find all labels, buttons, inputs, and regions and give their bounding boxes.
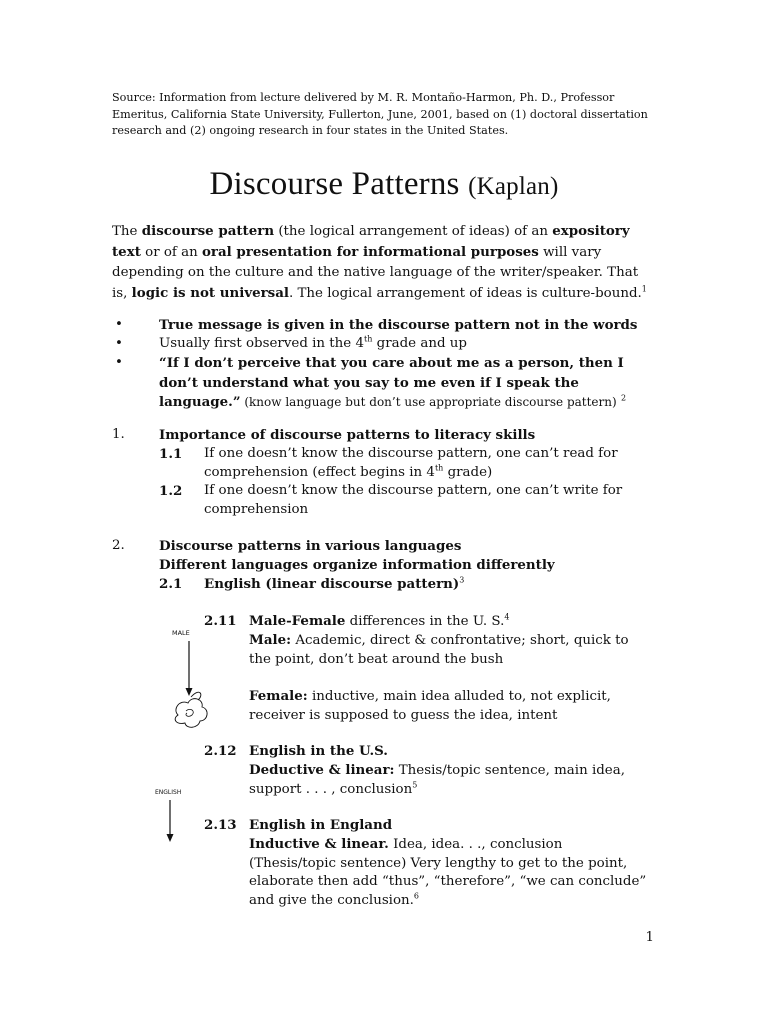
intro-bold: logic is not universal xyxy=(131,285,289,301)
section-number: 2. xyxy=(112,538,125,553)
intro-text: will vary depending on the culture and the native language of the writer/speaker. That is, xyxy=(112,245,639,301)
superscript: th xyxy=(434,463,444,473)
bullet-text xyxy=(159,316,651,336)
footnote-ref: 5 xyxy=(412,780,418,790)
subsection-number xyxy=(159,575,182,595)
subsection-num: 1.1 xyxy=(159,446,183,462)
section-title xyxy=(159,426,535,446)
subsection-title xyxy=(204,575,464,595)
subsection-heading xyxy=(249,612,649,632)
text-part: grade) xyxy=(443,464,493,480)
paragraph-text: Academic, direct & confrontative; short, quick to the point, don’t beat around the bush xyxy=(249,633,629,667)
footnote-ref: 3 xyxy=(459,575,465,585)
footnote-ref: 6 xyxy=(413,891,420,901)
intro-bold: oral presentation for informational purposes xyxy=(202,244,539,260)
subsection-title-text: English (linear discourse pattern) xyxy=(204,576,460,592)
intro-text: (the logical arrangement of ideas) of an xyxy=(274,224,553,239)
source-note: Source: Information from lecture delivered by M. R. Montaño-Harmon, Ph. D., Professor Emeritus, California State University, Fullerton, June, 2001, based on (1) doctoral dissertation research and (2) ongoing research in four states in the United States. xyxy=(112,91,648,137)
intro-bold: discourse pattern xyxy=(141,223,275,239)
subsection-num: 1.2 xyxy=(159,483,183,499)
subsection-heading xyxy=(249,816,649,836)
arrow-head xyxy=(186,688,193,696)
cloud-inner-swirl xyxy=(186,709,193,716)
title-sub: (Kaplan) xyxy=(468,173,559,200)
footnote-ref: 4 xyxy=(504,612,510,622)
subsection-num: 2.13 xyxy=(204,817,237,833)
us-paragraph xyxy=(249,761,649,799)
bullet-bold: “If I don’t perceive that you care about me as a person, then I don’t understand what you say to me even if I speak the language.” xyxy=(159,355,624,410)
subsection-number xyxy=(204,742,237,762)
heading-bold: English in England xyxy=(249,817,393,833)
heading-text: differences in the U. S. xyxy=(345,614,505,629)
figure-label-english: ENGLISH xyxy=(155,789,182,796)
paragraph-text: Idea, idea. . ., conclusion (Thesis/topic sentence) Very lengthy to get to the point, elaborate then add “thus”, “therefore”, “we can conclude” and give the conclusion. xyxy=(249,837,647,908)
superscript: th xyxy=(364,334,373,344)
bullet-small: (know language but don’t use appropriate discourse pattern) xyxy=(240,395,617,409)
subsection-number xyxy=(159,482,182,502)
intro-text: The xyxy=(112,224,142,239)
england-paragraph xyxy=(249,835,649,910)
subsection-text: If one doesn’t know the discourse pattern, one can’t write for comprehension xyxy=(204,483,623,517)
male-female-figure xyxy=(160,625,220,737)
heading-bold: English in the U.S. xyxy=(249,743,388,759)
section-subtitle xyxy=(159,556,555,576)
intro-bold: expository text xyxy=(112,223,630,260)
bullet-text xyxy=(159,354,651,413)
paragraph-text: inductive, main idea alluded to, not explicit, receiver is supposed to guess the idea, intent xyxy=(249,689,611,723)
section-number: 1. xyxy=(112,427,125,442)
label-bold: Deductive & linear: xyxy=(249,762,395,778)
section-title-text: Discourse patterns in various languages xyxy=(159,538,462,554)
label-bold: Male: xyxy=(249,632,292,648)
bullet-dot: • xyxy=(115,336,123,351)
title-main: Discourse Patterns xyxy=(209,166,460,202)
bullet-text-part: grade and up xyxy=(372,336,467,351)
intro-paragraph xyxy=(112,221,657,304)
section-title-text: Importance of discourse patterns to literacy skills xyxy=(159,427,536,443)
intro-text: . The logical arrangement of ideas is culture-bound. xyxy=(288,286,642,301)
subsection-num: 2.11 xyxy=(204,613,237,629)
subsection-number xyxy=(204,816,237,836)
cloud-shape xyxy=(175,699,207,728)
subsection-num: 2.1 xyxy=(159,576,183,592)
bullet-dot: • xyxy=(115,317,123,332)
subsection-heading xyxy=(249,742,649,762)
label-bold: Inductive & linear. xyxy=(249,836,389,852)
female-paragraph xyxy=(249,687,649,725)
page-title xyxy=(0,166,768,203)
intro-text: or of an xyxy=(140,245,202,260)
section-subtitle-text: Different languages organize information differently xyxy=(159,557,555,573)
figure-label-male: MALE xyxy=(172,629,190,637)
footnote-ref: 1 xyxy=(641,284,647,294)
subsection-num: 2.12 xyxy=(204,743,237,759)
male-paragraph xyxy=(249,631,649,669)
heading-bold: Male-Female xyxy=(249,613,346,629)
english-figure xyxy=(150,784,200,848)
bullet-dot: • xyxy=(115,355,123,370)
text-part: If one doesn’t know the discourse pattern, one can’t read for comprehension (effect begins in 4 xyxy=(204,446,618,480)
footnote-ref: 2 xyxy=(620,393,627,403)
bullet-text-part: Usually first observed in the 4 xyxy=(159,336,365,351)
section-title xyxy=(159,537,461,557)
bullet-text xyxy=(159,335,651,354)
label-bold: Female: xyxy=(249,688,308,704)
subsection-number xyxy=(159,445,182,465)
arrow-head xyxy=(167,834,174,842)
subsection-text xyxy=(204,445,624,482)
page-number: 1 xyxy=(645,930,654,945)
paragraph-text: Thesis/topic sentence, main idea, support . . . , conclusion xyxy=(249,763,625,797)
bullet-bold: True message is given in the discourse pattern not in the words xyxy=(159,317,638,333)
